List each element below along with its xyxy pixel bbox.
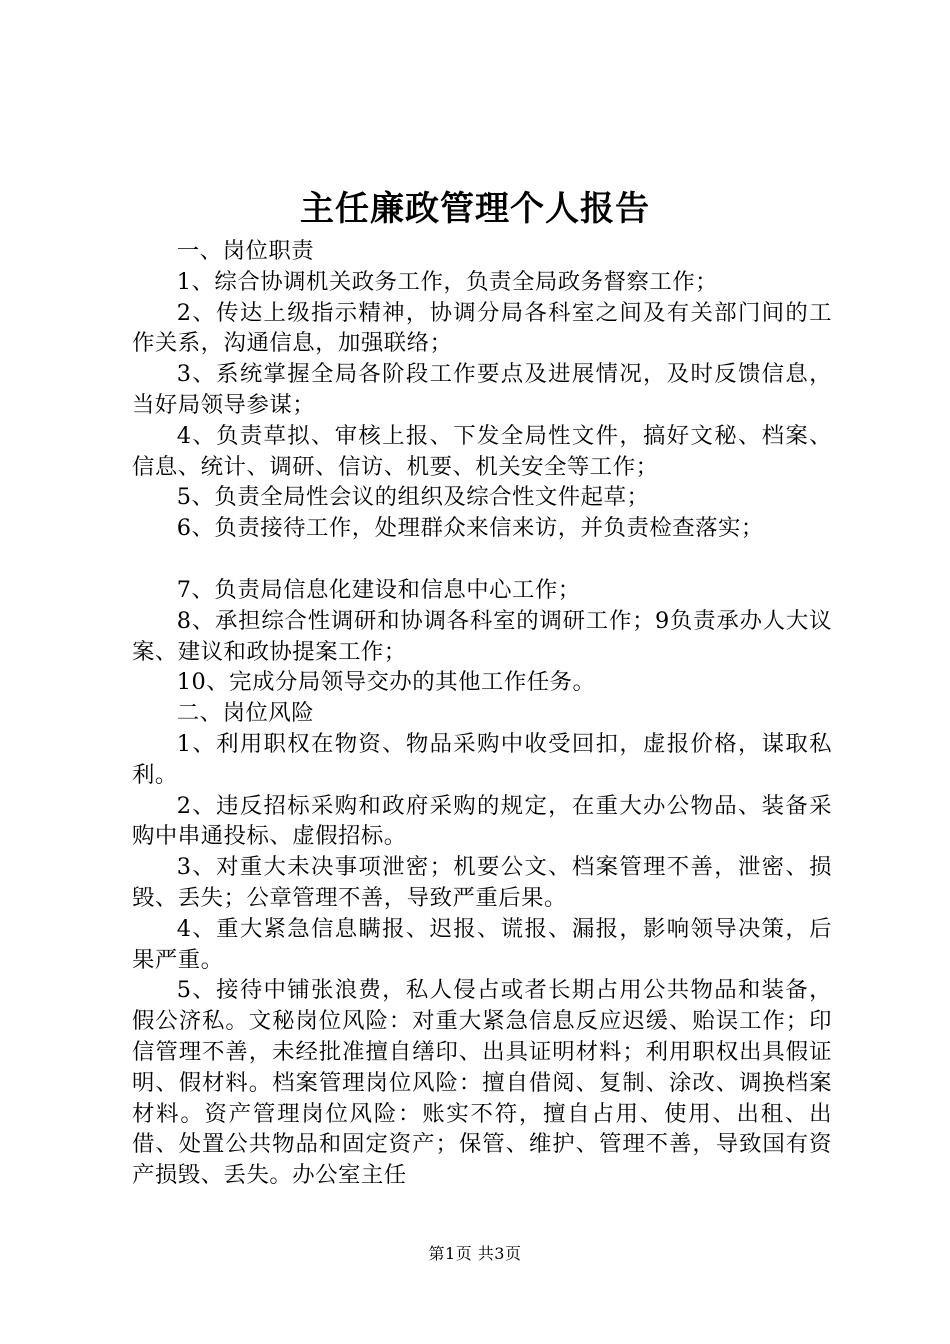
paragraph-risk-2: 2、违反招标采购和政府采购的规定，在重大办公物品、装备采购中串通投标、虚假招标。 (132, 792, 832, 850)
document-title: 主任廉政管理个人报告 (300, 189, 650, 229)
document-body (132, 236, 832, 1191)
paragraph-duty-8: 8、承担综合性调研和协调各科室的调研工作；9负责承办人大议案、建议和政协提案工作； (132, 607, 832, 665)
paragraph-duty-3: 3、系统掌握全局各阶段工作要点及进展情况，及时反馈信息，当好局领导参谋； (132, 361, 832, 418)
paragraph-duty-4: 4、负责草拟、审核上报、下发全局性文件，搞好文秘、档案、信息、统计、调研、信访、机要、机关安全等工作； (132, 422, 832, 480)
paragraph-risk-1: 1、利用职权在物资、物品采购中收受回扣，虚报价格，谋取私利。 (132, 730, 832, 788)
paragraph-duty-7: 7、负责局信息化建设和信息中心工作； (176, 576, 581, 603)
page-footer: 第1页 共3页 (428, 1244, 522, 1263)
paragraph-duty-2: 2、传达上级指示精神，协调分局各科室之间及有关部门间的工作关系，沟通信息，加强联络； (132, 299, 832, 357)
paragraph-risk-4: 4、重大紧急信息瞒报、迟报、谎报、漏报，影响领导决策，后果严重。 (132, 915, 832, 973)
paragraph-duty-1: 1、综合协调机关政务工作，负责全局政务督察工作； (176, 268, 719, 295)
paragraph-risk-5: 5、接待中铺张浪费，私人侵占或者长期占用公共物品和装备，假公济私。文秘岗位风险：对重大紧急信息反应迟缓、贻误工作；印信管理不善，未经批准擅自缮印、出具证明材料；利用职权出具假证明、假材料。档案管理岗位风险：擅自借阅、复制、涂改、调换档案材料。资产管理岗位风险：账实不符，擅自占用、使用、出租、出借、处置公共物品和固定资产；保管、维护、管理不善，导致国有资产损毁、丢失。办公室主任 (132, 977, 832, 1189)
section-heading-risks: 二、岗位风险 (176, 700, 315, 727)
paragraph-duty-5: 5、负责全局性会议的组织及综合性文件起草； (176, 484, 650, 511)
section-heading-duties: 一、岗位职责 (176, 238, 315, 264)
paragraph-duty-10: 10、完成分局领导交办的其他工作任务。 (176, 669, 596, 696)
paragraph-risk-3: 3、对重大未决事项泄密；机要公文、档案管理不善，泄密、损毁、丢失；公章管理不善，导致严重后果。 (132, 854, 832, 911)
paragraph-duty-6: 6、负责接待工作，处理群众来信来访，并负责检查落实； (176, 515, 764, 542)
